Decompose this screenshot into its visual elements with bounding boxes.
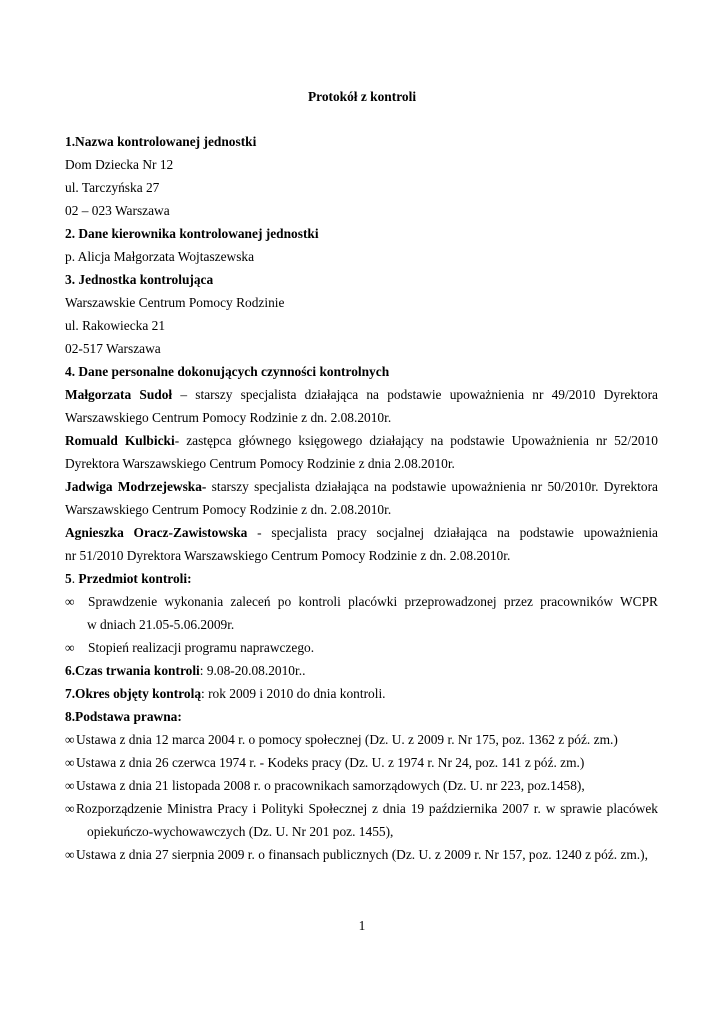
legal-basis-item-4-text: Rozporządzenie Ministra Pracy i Polityki Społecznej z dnia 19 października 2007 r. w sprawie placówek: [76, 801, 658, 816]
section-3-heading: 3. Jednostka kontrolująca: [65, 272, 214, 287]
inspector-2-line-2: Dyrektora Warszawskiego Centrum Pomocy Rodzinie z dnia 2.08.2010r.: [65, 456, 455, 471]
section-5-number: 5: [65, 571, 72, 586]
controlling-unit-city: 02-517 Warszawa: [65, 341, 161, 356]
infinity-bullet-icon: ∞: [65, 640, 75, 655]
legal-basis-item-3-text: Ustawa z dnia 21 listopada 2008 r. o pracownikach samorządowych (Dz. U. nr 223, poz.1458),: [76, 778, 585, 793]
section-5-title: Przedmiot kontroli:: [78, 571, 192, 586]
section-4-heading: 4. Dane personalne dokonujących czynności kontrolnych: [65, 364, 390, 379]
inspector-3-line-1: [65, 477, 658, 497]
legal-basis-item-5: [65, 845, 658, 865]
legal-basis-item-4-line-2: opiekuńczo-wychowawczych (Dz. U. Nr 201 poz. 1455),: [87, 824, 394, 839]
inspector-4-text: - specjalista pracy socjalnej działająca na podstawie upoważnienia: [247, 525, 659, 540]
inspector-4-line-1: [65, 523, 658, 543]
inspector-2-text: - zastępca głównego księgowego działający na podstawie Upoważnienia nr 52/2010: [174, 433, 659, 448]
infinity-bullet-icon: ∞: [65, 732, 75, 747]
inspector-1-name: Małgorzata Sudoł: [65, 387, 173, 402]
page-number: 1: [358, 918, 366, 933]
infinity-bullet-icon: ∞: [65, 594, 75, 609]
legal-basis-item-2-text: Ustawa z dnia 26 czerwca 1974 r. - Kodeks pracy (Dz. U. z 1974 r. Nr 24, poz. 141 z póź. zm.): [76, 755, 585, 770]
manager-name: p. Alicja Małgorzata Wojtaszewska: [65, 249, 255, 264]
section-7-heading: Okres objęty kontrolą: [75, 686, 202, 701]
inspector-1-line-1: [65, 385, 658, 405]
section-2-heading: 2. Dane kierownika kontrolowanej jednostki: [65, 226, 319, 241]
subject-item-2-text: Stopień realizacji programu naprawczego.: [88, 640, 315, 655]
subject-item-1-line-1: [65, 592, 658, 612]
inspector-2-line-1: [65, 431, 658, 451]
subject-item-1-line-2: w dniach 21.05-5.06.2009r.: [87, 617, 235, 632]
section-6-text: : 9.08-20.08.2010r..: [199, 663, 306, 678]
inspector-1-line-2: Warszawskiego Centrum Pomocy Rodzinie z dn. 2.08.2010r.: [65, 410, 392, 425]
section-7-number: 7.: [65, 686, 76, 701]
infinity-bullet-icon: ∞: [65, 847, 75, 862]
legal-basis-item-3: [65, 776, 658, 796]
section-5-heading: [65, 569, 658, 589]
inspector-3-name: Jadwiga Modrzejewska-: [65, 479, 207, 494]
legal-basis-item-2: [65, 753, 658, 773]
inspector-3-line-2: Warszawskiego Centrum Pomocy Rodzinie z dn. 2.08.2010r.: [65, 502, 392, 517]
inspector-1-text: – starszy specjalista działająca na podstawie upoważnienia nr 49/2010 Dyrektora: [172, 387, 658, 402]
legal-basis-item-5-text: Ustawa z dnia 27 sierpnia 2009 r. o finansach publicznych (Dz. U. z 2009 r. Nr 157, poz. 1240 z póź. zm.),: [76, 847, 648, 862]
section-6-heading: 6.Czas trwania kontroli: [65, 663, 200, 678]
section-6: [65, 661, 658, 681]
controlling-unit-street: ul. Rakowiecka 21: [65, 318, 166, 333]
subject-item-2: [65, 638, 658, 658]
inspector-2-name: Romuald Kulbicki: [65, 433, 175, 448]
section-7-text: : rok 2009 i 2010 do dnia kontroli.: [201, 686, 386, 701]
section-7: [65, 684, 658, 704]
legal-basis-item-1: [65, 730, 658, 750]
legal-basis-item-1-text: Ustawa z dnia 12 marca 2004 r. o pomocy społecznej (Dz. U. z 2009 r. Nr 175, poz. 1362 z póź. zm.): [76, 732, 618, 747]
inspector-4-name: Agnieszka Oracz-Zawistowska: [65, 525, 248, 540]
section-1-heading: 1.Nazwa kontrolowanej jednostki: [65, 134, 257, 149]
section-5-dot: .: [71, 571, 79, 586]
legal-basis-item-4-line-1: [65, 799, 658, 819]
inspector-4-line-2: nr 51/2010 Dyrektora Warszawskiego Centrum Pomocy Rodzinie z dn. 2.08.2010r.: [65, 548, 511, 563]
infinity-bullet-icon: ∞: [65, 755, 75, 770]
inspector-3-text: starszy specjalista działająca na podstawie upoważnienia nr 50/2010r. Dyrektora: [206, 479, 658, 494]
unit-city: 02 – 023 Warszawa: [65, 203, 170, 218]
subject-item-1-text: Sprawdzenie wykonania zaleceń po kontroli placówki przeprowadzonej przez pracowników WCPR: [88, 594, 658, 609]
document-title: Protokół z kontroli: [307, 89, 417, 104]
section-8-heading: 8.Podstawa prawna:: [65, 709, 182, 724]
unit-name: Dom Dziecka Nr 12: [65, 157, 174, 172]
infinity-bullet-icon: ∞: [65, 801, 75, 816]
controlling-unit-name: Warszawskie Centrum Pomocy Rodzinie: [65, 295, 285, 310]
infinity-bullet-icon: ∞: [65, 778, 75, 793]
unit-street: ul. Tarczyńska 27: [65, 180, 160, 195]
